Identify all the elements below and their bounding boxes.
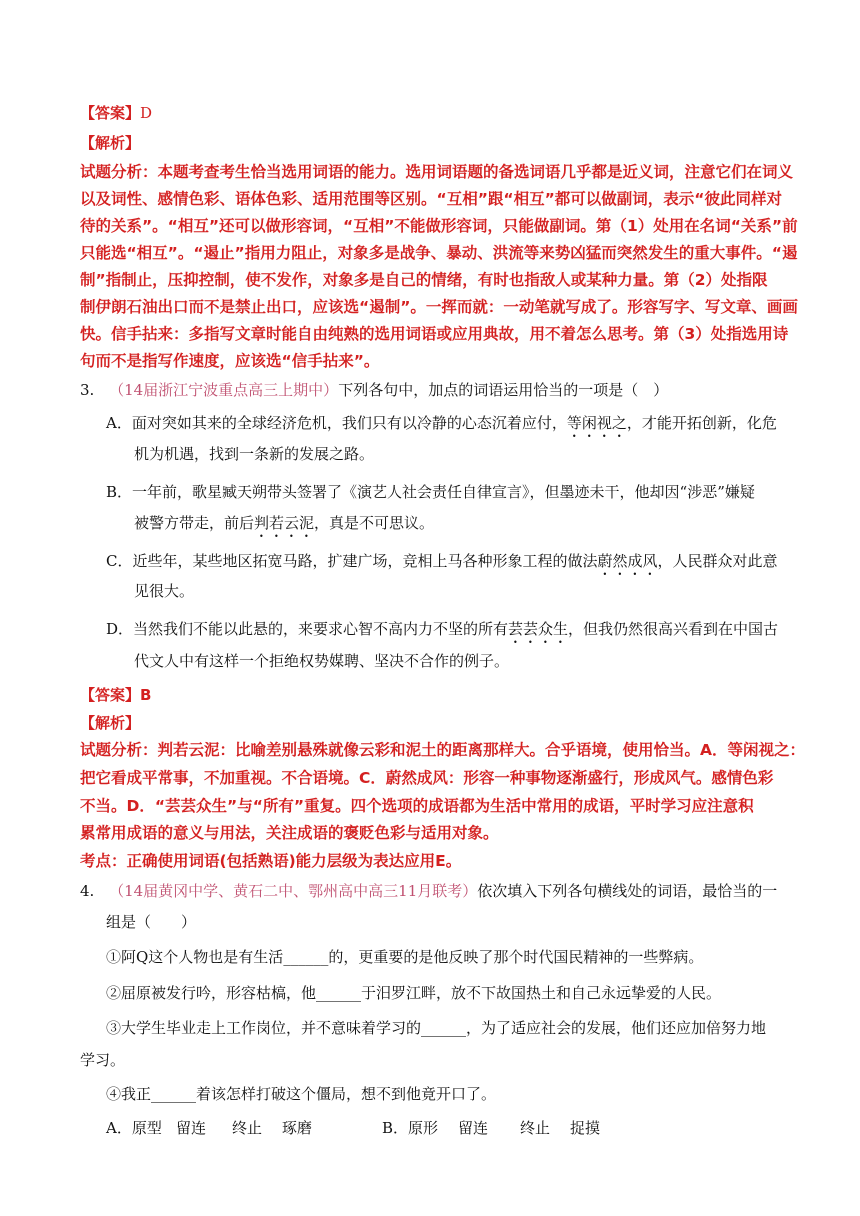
- question-source: （14届黄冈中学、黄石二中、鄂州高中高三11月联考）: [109, 882, 478, 900]
- question-stem: 依次填入下列各句横线处的词语，最恰当的一: [477, 882, 778, 900]
- option-c-line-2: 见很大。: [134, 582, 195, 600]
- analysis-text-line: 待的关系”。“相互”还可以做形容词，“互相”不能做形容词，只能做副词。第（1）处用在名词“关系”前: [80, 217, 798, 235]
- fill-item-3-cont: 学习。: [80, 1051, 126, 1069]
- dotted-phrase: 蔚然成风: [597, 552, 658, 570]
- choice-a-word: 终止: [232, 1119, 263, 1137]
- choice-b-word: 捉摸: [570, 1119, 601, 1137]
- analysis-text-line: 快。信手拈来：多指写文章时能自由纯熟的选用词语或应用典故，用不着怎么思考。第（3）处指选用诗: [80, 325, 789, 343]
- item-text: 的，更重要的是他反映了那个时代国民精神的一些弊病。: [328, 948, 704, 966]
- answer-line: [80, 684, 151, 706]
- option-text: ，才能开拓创新，化危: [626, 414, 777, 432]
- option-text: ，真是不可思议。: [314, 514, 435, 532]
- option-c-line-1: [106, 550, 778, 579]
- blank: ______: [421, 1019, 467, 1037]
- item-text: ②屈原被发行吟，形容枯槁，他: [106, 984, 317, 1002]
- option-d-line-2: 代文人中有这样一个拒绝权势媒聘、坚决不合作的例子。: [134, 652, 510, 670]
- analysis-text-line: 试题分析：本题考查考生恰当选用词语的能力。选用词语题的备选词语几乎都是近义词，注意它们在词义: [80, 163, 794, 181]
- choice-b-word: B．原形: [382, 1119, 439, 1137]
- analysis-label-line: [80, 132, 140, 154]
- item-text: 着该怎样打破这个僵局，想不到他竟开口了。: [196, 1085, 497, 1103]
- analysis-text-line: 句而不是指写作速度，应该选“信手拈来”。: [80, 352, 380, 370]
- question-4-stem-2: 组是（ ）: [106, 913, 197, 931]
- question-3-stem: [80, 379, 668, 401]
- analysis-text-line: 试题分析：判若云泥：比喻差别悬殊就像云彩和泥土的距离那样大。合乎语境，使用恰当。A．等闲视之：: [80, 741, 805, 759]
- dotted-phrase: 等闲视之: [566, 414, 627, 432]
- analysis-text-line: 制”指制止，压抑控制，使不发作，对象多是自己的情绪，有时也指敌人或某种力量。第（2）处指限: [80, 271, 768, 289]
- blank: ______: [283, 948, 329, 966]
- option-d-line-1: [106, 618, 778, 647]
- item-text: 于汨罗江畔，放不下故国热土和自己永远挚爱的人民。: [361, 984, 722, 1002]
- analysis-text-line: 只能选“相互”。“遏止”指用力阻止，对象多是战争、暴动、洪流等来势凶猛而突然发生的重大事件。“遏: [80, 244, 798, 262]
- fill-item-2: [106, 982, 721, 1004]
- option-text: 被警方带走，前后: [134, 514, 255, 532]
- option-b-line-1: B．一年前，歌星臧天朔带头签署了《演艺人社会责任自律宣言》，但墨迹未干，他却因“涉恶”嫌疑: [106, 483, 755, 501]
- option-text: ，但我仍然很高兴看到在中国古: [568, 620, 779, 638]
- item-text: ③大学生毕业走上工作岗位，并不意味着学习的: [106, 1019, 422, 1037]
- analysis-text-line: 不当。D．“芸芸众生”与“所有”重复。四个选项的成语都为生活中常用的成语，平时学习应注意积: [80, 797, 754, 815]
- choice-b-word: 留连: [458, 1119, 489, 1137]
- answer-value: B: [140, 686, 152, 704]
- item-text: ，为了适应社会的发展，他们还应加倍努力地: [466, 1019, 767, 1037]
- option-text: ，人民群众对此意: [657, 552, 778, 570]
- item-text: ④我正: [106, 1085, 152, 1103]
- answer-label: 【答案】: [80, 686, 141, 704]
- analysis-label: 【解析】: [80, 134, 141, 152]
- analysis-text-line: 把它看成平常事，不加重视。不合语境。C．蔚然成风：形容一种事物逐渐盛行，形成风气。感情色彩: [80, 769, 774, 787]
- item-text: ①阿Q这个人物也是有生活: [106, 948, 284, 966]
- choice-b-word: 终止: [520, 1119, 551, 1137]
- question-source: （14届浙江宁波重点高三上期中）: [109, 381, 339, 399]
- blank: ______: [151, 1085, 197, 1103]
- choice-row: [106, 1117, 600, 1139]
- analysis-text-line: 累常用成语的意义与用法，关注成语的褒贬色彩与适用对象。: [80, 824, 499, 842]
- fill-item-3: [106, 1017, 766, 1039]
- dotted-phrase: 判若云泥: [254, 514, 315, 532]
- choice-a-word: 留连: [176, 1119, 207, 1137]
- answer-label: 【答案】: [80, 104, 141, 122]
- fill-item-4: [106, 1083, 496, 1105]
- analysis-label: 【解析】: [80, 714, 141, 732]
- dotted-phrase: 芸芸众生: [508, 620, 569, 638]
- analysis-label-line: [80, 712, 140, 734]
- option-text: D．当然我们不能以此悬的，来要求心智不高内力不坚的所有: [106, 620, 509, 638]
- fill-item-1: [106, 946, 703, 968]
- choice-a-word: 琢磨: [282, 1119, 313, 1137]
- option-a-line-2: 机为机遇，找到一条新的发展之路。: [134, 445, 375, 463]
- choice-a-word: A．原型: [106, 1119, 162, 1137]
- kaodian-line: 考点：正确使用词语(包括熟语)能力层级为表达应用E。: [80, 852, 462, 870]
- option-a-line-1: [106, 412, 777, 441]
- question-stem: 下列各句中，加点的词语运用恰当的一项是（ ）: [338, 381, 669, 399]
- analysis-text-line: 制伊朗石油出口而不是禁止出口，应该选“遏制”。一挥而就：一动笔就写成了。形容写字、写文章、画画: [80, 298, 798, 316]
- option-text: C．近些年，某些地区拓宽马路，扩建广场，竞相上马各种形象工程的做法: [106, 552, 598, 570]
- option-b-line-2: [134, 512, 434, 541]
- answer-line: [80, 102, 152, 124]
- question-number: 3.: [80, 381, 95, 399]
- question-4-stem: [80, 880, 777, 902]
- blank: ______: [316, 984, 362, 1002]
- question-number: 4.: [80, 882, 95, 900]
- analysis-text-line: 以及词性、感情色彩、语体色彩、适用范围等区别。“互相”跟“相互”都可以做副词，表示“彼此同样对: [80, 190, 782, 208]
- answer-value: D: [140, 104, 153, 122]
- option-text: A．面对突如其来的全球经济危机，我们只有以冷静的心态沉着应付，: [106, 414, 567, 432]
